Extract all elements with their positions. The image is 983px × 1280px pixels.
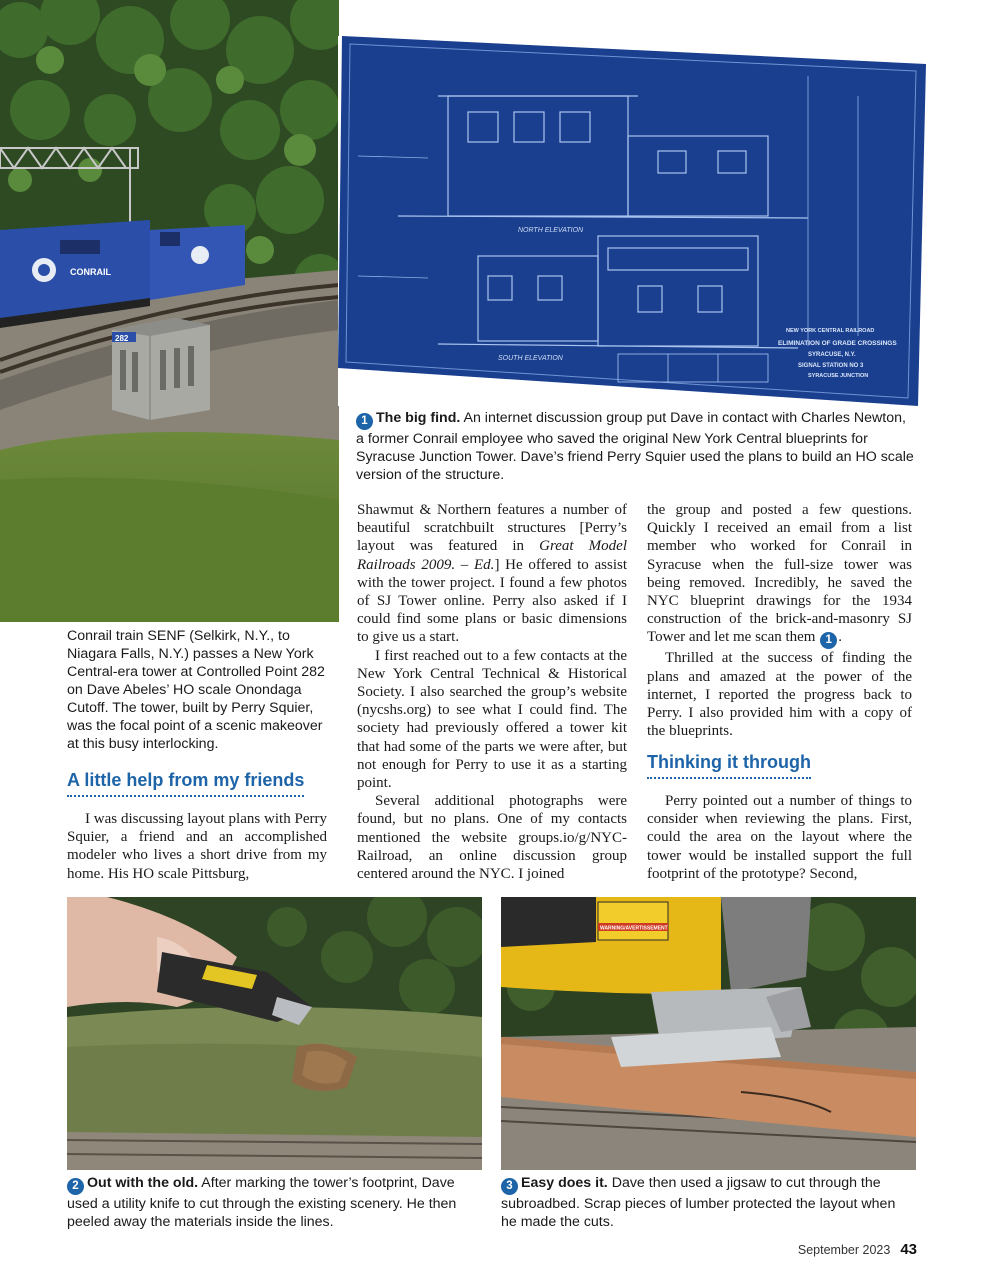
knife-caption xyxy=(67,1174,477,1231)
column-3-paragraph-1 xyxy=(647,501,912,649)
blueprint-photo xyxy=(338,36,926,406)
train-photo xyxy=(0,0,339,622)
column-2-paragraph-2: I first reached out to a few contacts at the New York Central Technical & Historical Society. I also searched the group’s website (nycshs.org) to see what I could find. The society had previously offered a tower kit that had some of the parts we were after, but not enough for Perry to use it as a starting point. xyxy=(357,647,627,792)
blueprint-caption xyxy=(356,409,916,484)
title-block-railroad: NEW YORK CENTRAL RAILROAD xyxy=(786,328,875,334)
page-number: 43 xyxy=(900,1241,917,1258)
article-column-3 xyxy=(647,501,912,740)
loco-label: CONRAIL xyxy=(70,267,111,277)
article-column-1 xyxy=(67,810,327,883)
blueprint-caption-text: An internet discussion group put Dave in contact with Charles Newton, a former Conrail employee who saved the original New York Central blueprints for Syracuse Junction Tower. Dave’s friend Perry Squier used the plans to build an HO scale version of the structure. xyxy=(356,410,914,483)
jigsaw-caption-title: Easy does it. xyxy=(521,1175,608,1191)
jigsaw-photo xyxy=(501,897,916,1170)
title-block-project: ELIMINATION OF GRADE CROSSINGS xyxy=(778,340,897,347)
knife-photo xyxy=(67,897,482,1170)
figure-2-badge: 2 xyxy=(67,1178,84,1195)
publication-reference: Great Model Railroads 2009. – Ed. xyxy=(357,538,627,573)
article-column-2 xyxy=(357,501,627,883)
heading-thinking: Thinking it through xyxy=(647,752,811,779)
title-block-station: SIGNAL STATION NO 3 xyxy=(798,363,864,369)
jigsaw-caption-text: Dave then used a jigsaw to cut through the subroadbed. Scrap pieces of lumber protected the layout when he made the cuts. xyxy=(501,1175,896,1230)
column-3-p1-text: the group and posted a few questions. Quickly I received an email from a list member who worked for Conrail in Syracuse when the full-size tower was being removed. Incredibly, he saved the NYC blueprint drawings for the 1934 construction of the brick-and-masonry SJ Tower and let me scan them xyxy=(647,502,912,646)
warning-label: WARNING/AVERTISSEMENT xyxy=(600,925,668,932)
figure-1-reference-badge: 1 xyxy=(820,632,837,649)
south-elevation-label: SOUTH ELEVATION xyxy=(498,355,563,362)
column-3-paragraph-3: Perry pointed out a number of things to consider when reviewing the plans. First, could the area on the layout where the tower would be installed support the full footprint of the prototype? Second, xyxy=(647,793,912,882)
column-3-p1-end: . xyxy=(838,629,842,646)
figure-3-badge: 3 xyxy=(501,1178,518,1195)
figure-1-badge: 1 xyxy=(356,413,373,430)
knife-caption-text: After marking the tower’s footprint, Dave used a utility knife to cut through the existing scenery. He then peeled away the materials inside the lines. xyxy=(67,1175,457,1230)
column-2-paragraph-3: Several additional photographs were found, but no plans. One of my contacts mentioned the website groups.io/g/NYC-Railroad, an online discussion group centered around the NYC. I joined xyxy=(357,793,627,883)
column-2-p1-end: ] He offered to assist with the tower project. I found a few photos of SJ Tower online. Perry also asked if I could find some plans or basic dimensions to give us a start. xyxy=(357,556,627,646)
column-2-p1-start: Shawmut & Northern features a number of beautiful scratchbuilt structures [Perry’s layout was featured in xyxy=(357,502,627,555)
north-elevation-label: NORTH ELEVATION xyxy=(518,227,584,234)
heading-friends: A little help from my friends xyxy=(67,770,304,797)
column-1-paragraph: I was discussing layout plans with Perry Squier, a friend and an accomplished modeler who lives a short drive from my home. His HO scale Pittsburg, xyxy=(67,811,327,882)
train-caption: Conrail train SENF (Selkirk, N.Y., to Niagara Falls, N.Y.) passes a New York Central-era tower at Controlled Point 282 on Dave Abeles’ HO scale Onondaga Cutoff. The tower, built by Perry Squier, was the focal point of a scenic makeover at this busy interlocking. xyxy=(67,628,325,752)
tower-label: 282 xyxy=(115,334,129,343)
jigsaw-caption xyxy=(501,1174,911,1231)
blueprint-caption-title: The big find. xyxy=(376,410,461,426)
column-2-paragraph-1 xyxy=(357,501,627,647)
title-block-location: SYRACUSE JUNCTION xyxy=(808,373,869,379)
knife-caption-title: Out with the old. xyxy=(87,1175,199,1191)
page-footer xyxy=(798,1241,917,1259)
column-3-paragraph-2: Thrilled at the success of finding the plans and amazed at the power of the internet, I reported the progress back to Perry. I also provided him with a copy of the blueprints. xyxy=(647,650,912,740)
article-column-3-continued xyxy=(647,792,912,883)
issue-date: September 2023 xyxy=(797,1243,891,1257)
title-block-city: SYRACUSE, N.Y. xyxy=(808,352,856,358)
